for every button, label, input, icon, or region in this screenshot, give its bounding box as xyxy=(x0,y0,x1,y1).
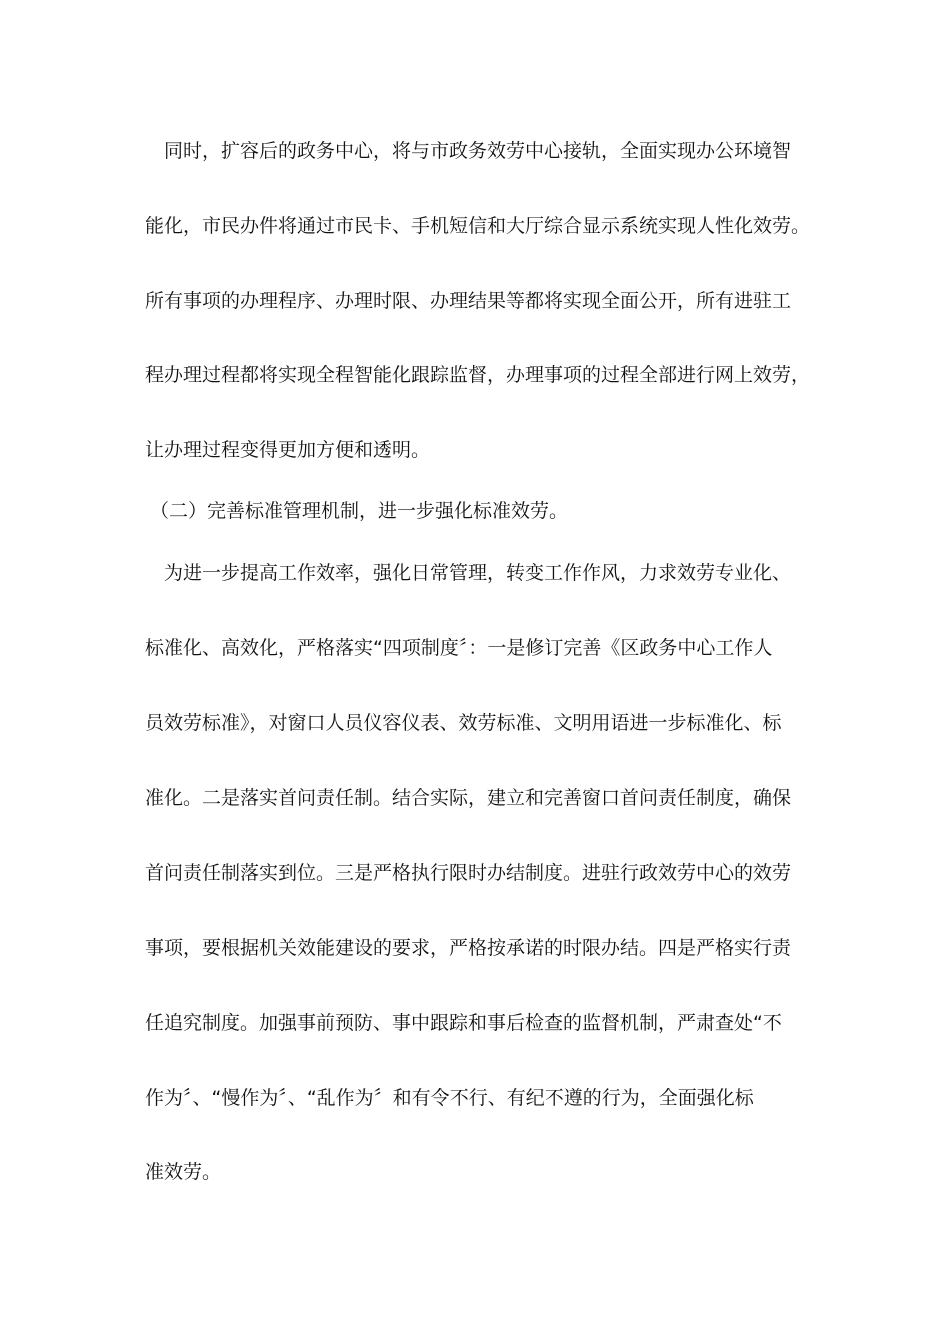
paragraph-2-line-7: 任追究制度。加强事前预防、事中跟踪和事后检查的监督机制，严肃查处“不 xyxy=(145,1012,782,1034)
paragraph-2-line-3: 员效劳标准》，对窗口人员仪容仪表、效劳标准、文明用语进一步标准化、标 xyxy=(145,712,782,734)
paragraph-2-line-6: 事项，要根据机关效能建设的要求，严格按承诺的时限办结。四是严格实行责 xyxy=(145,937,792,959)
paragraph-2-line-2: 标准化、高效化，严格落实“四项制度〞：一是修订完善《区政务中心工作人 xyxy=(145,637,773,659)
paragraph-1-line-2: 能化，市民办件将通过市民卡、手机短信和大厅综合显示系统实现人性化效劳。 xyxy=(145,215,811,237)
paragraph-1-line-1: 同时，扩容后的政务中心，将与市政务效劳中心接轨，全面实现办公环境智 xyxy=(164,140,792,162)
paragraph-1-line-4: 程办理过程都将实现全程智能化跟踪监督，办理事项的过程全部进行网上效劳， xyxy=(145,364,811,386)
paragraph-2-line-5: 首问责任制落实到位。三是严格执行限时办结制度。进驻行政效劳中心的效劳 xyxy=(145,862,792,884)
section-heading: （二）完善标准管理机制，进一步强化标准效劳。 xyxy=(150,500,569,522)
paragraph-2-line-4: 准化。二是落实首问责任制。结合实际，建立和完善窗口首问责任制度，确保 xyxy=(145,787,792,809)
paragraph-2-line-1: 为进一步提高工作效率，强化日常管理，转变工作作风，力求效劳专业化、 xyxy=(164,562,792,584)
paragraph-1-line-3: 所有事项的办理程序、办理时限、办理结果等都将实现全面公开，所有进驻工 xyxy=(145,290,792,312)
paragraph-2-line-9: 准效劳。 xyxy=(145,1161,222,1183)
paragraph-2-line-8: 作为〞、“慢作为〞、“乱作为〞和有令不行、有纪不遵的行为，全面强化标 xyxy=(145,1087,754,1109)
paragraph-1-line-5: 让办理过程变得更加方便和透明。 xyxy=(145,439,431,461)
